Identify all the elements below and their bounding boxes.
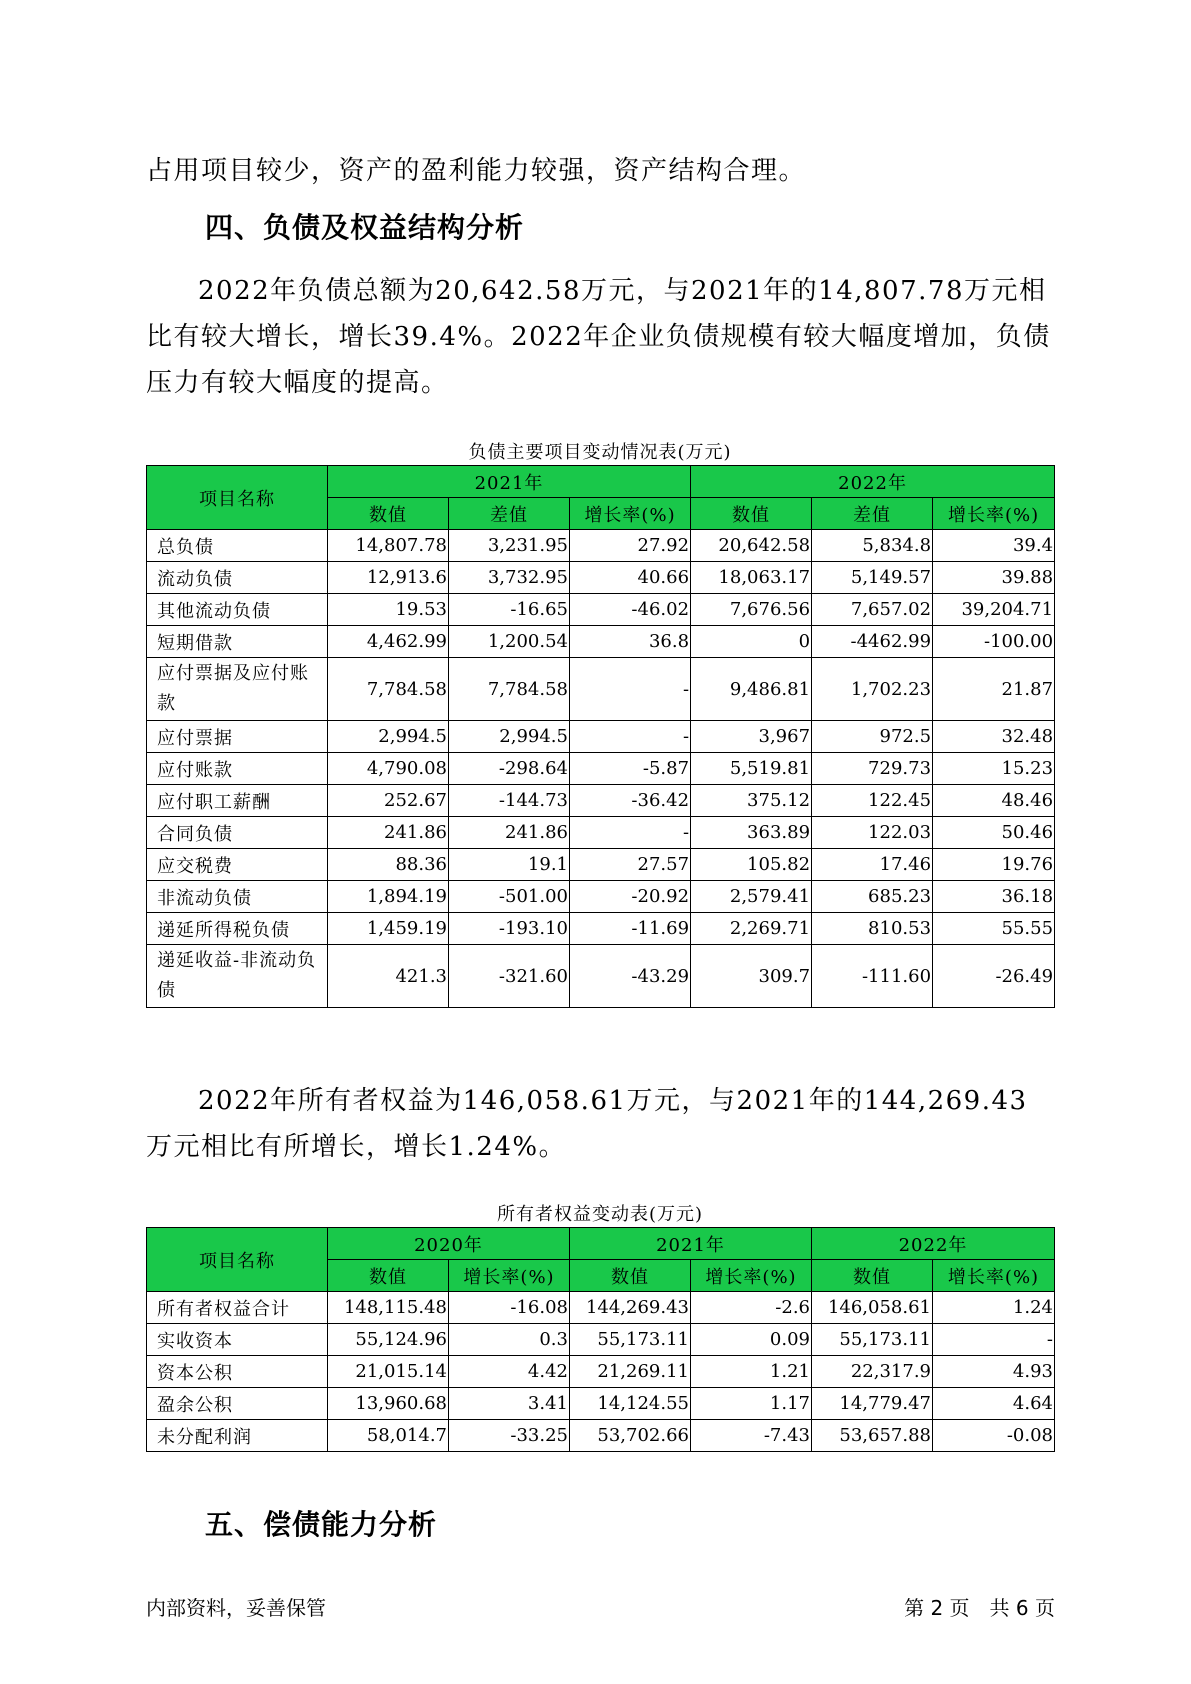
table-cell: 17.46 [812,849,933,881]
row-label: 递延所得税负债 [147,913,328,945]
table-cell: 22,317.9 [812,1356,933,1388]
table-cell: -11.69 [570,913,691,945]
table-row [147,562,1055,594]
table-row [147,945,1055,1008]
table-row [147,1356,1055,1388]
table-cell: 39.88 [933,562,1055,594]
table-cell: - [570,721,691,753]
row-label: 应付账款 [147,753,328,785]
table-cell: 14,779.47 [812,1388,933,1420]
table2-subheader: 增长率(%) [691,1260,812,1292]
table-cell: 27.57 [570,849,691,881]
table-cell: 3.41 [449,1388,570,1420]
table-row [147,594,1055,626]
table-cell: 58,014.7 [328,1420,449,1452]
row-label: 其他流动负债 [147,594,328,626]
section-heading-liabilities-equity: 四、负债及权益结构分析 [205,211,525,244]
row-label: 实收资本 [147,1324,328,1356]
table-row [147,626,1055,658]
table-cell: 0.09 [691,1324,812,1356]
table-cell: 21,269.11 [570,1356,691,1388]
table-cell: 50.46 [933,817,1055,849]
table-row [147,753,1055,785]
table-cell: 88.36 [328,849,449,881]
table-cell: 14,807.78 [328,530,449,562]
table1-subheader: 数值 [691,498,812,530]
table-cell: -43.29 [570,945,691,1008]
table1-body [147,530,1055,1008]
table1-subheader: 差值 [449,498,570,530]
table-cell: 105.82 [691,849,812,881]
table-cell: -16.08 [449,1292,570,1324]
table-cell: 4,462.99 [328,626,449,658]
table-cell: -2.6 [691,1292,812,1324]
table-cell: -16.65 [449,594,570,626]
table-cell: 1,200.54 [449,626,570,658]
table-cell: 241.86 [328,817,449,849]
footer-confidential-note: 内部资料，妥善保管 [146,1596,326,1620]
table2-year-header: 2020年 [328,1228,570,1260]
table2-subheader: 数值 [570,1260,691,1292]
table1-subheader: 差值 [812,498,933,530]
table2-subheader: 增长率(%) [933,1260,1055,1292]
table-cell: 13,960.68 [328,1388,449,1420]
table-cell: 4.93 [933,1356,1055,1388]
table-cell: 7,784.58 [449,658,570,721]
table-cell: 32.48 [933,721,1055,753]
table-cell: - [570,817,691,849]
table-cell: -33.25 [449,1420,570,1452]
table-cell: 148,115.48 [328,1292,449,1324]
table-cell: 18,063.17 [691,562,812,594]
table-cell: 1,894.19 [328,881,449,913]
table-cell: 53,657.88 [812,1420,933,1452]
row-label: 所有者权益合计 [147,1292,328,1324]
table-cell: 19.1 [449,849,570,881]
table-cell: 15.23 [933,753,1055,785]
table-cell: 3,967 [691,721,812,753]
equity-paragraph: 2022年所有者权益为146,058.61万元，与2021年的144,269.43万元相比有所增长，增长1.24%。 [146,1086,1028,1162]
table-cell: -298.64 [449,753,570,785]
table-cell: 252.67 [328,785,449,817]
table-cell: 39.4 [933,530,1055,562]
table-row [147,1388,1055,1420]
table-cell: 55,124.96 [328,1324,449,1356]
row-label: 应付票据 [147,721,328,753]
liabilities-table [146,465,1055,1008]
table-cell: 27.92 [570,530,691,562]
table1-subheader: 增长率(%) [933,498,1055,530]
table1-year-header: 2021年 [328,466,691,498]
row-label: 流动负债 [147,562,328,594]
table-cell: 1.24 [933,1292,1055,1324]
row-label: 短期借款 [147,626,328,658]
row-label: 应交税费 [147,849,328,881]
table2-year-header: 2021年 [570,1228,812,1260]
table-cell: -5.87 [570,753,691,785]
table-cell: 2,269.71 [691,913,812,945]
table-cell: 685.23 [812,881,933,913]
table-row [147,817,1055,849]
table-cell: -4462.99 [812,626,933,658]
row-label: 非流动负债 [147,881,328,913]
table-cell: 12,913.6 [328,562,449,594]
table-cell: 421.3 [328,945,449,1008]
equity-table [146,1227,1055,1452]
intro-paragraph: 占用项目较少，资产的盈利能力较强，资产结构合理。 [146,156,807,186]
table-cell: 19.53 [328,594,449,626]
row-label: 应付票据及应付账款 [147,658,328,721]
table2-name-header: 项目名称 [147,1228,328,1292]
table-row [147,658,1055,721]
table-cell: 729.73 [812,753,933,785]
table-cell: 53,702.66 [570,1420,691,1452]
table-cell: 0 [691,626,812,658]
table-cell: 2,994.5 [449,721,570,753]
table-cell: 2,579.41 [691,881,812,913]
table-cell: 5,149.57 [812,562,933,594]
table-cell: -20.92 [570,881,691,913]
table1-subheader: 数值 [328,498,449,530]
table-cell: - [570,658,691,721]
table-row [147,1324,1055,1356]
table-cell: 972.5 [812,721,933,753]
table-cell: 1,702.23 [812,658,933,721]
table-cell: 20,642.58 [691,530,812,562]
table-cell: 7,676.56 [691,594,812,626]
table-cell: 36.8 [570,626,691,658]
table-cell: 7,657.02 [812,594,933,626]
table-cell: 36.18 [933,881,1055,913]
table-row [147,849,1055,881]
table-row [147,721,1055,753]
table-cell: 7,784.58 [328,658,449,721]
table1-caption: 负债主要项目变动情况表(万元) [468,442,732,463]
table-cell: 1.17 [691,1388,812,1420]
table-cell: 5,519.81 [691,753,812,785]
table-cell: 4.42 [449,1356,570,1388]
table2-subheader: 数值 [812,1260,933,1292]
table2-subheader: 数值 [328,1260,449,1292]
table-cell: 144,269.43 [570,1292,691,1324]
table-cell: 19.76 [933,849,1055,881]
table-cell: 55,173.11 [812,1324,933,1356]
footer-page-number: 第 2 页 共 6 页 [904,1596,1055,1620]
table-cell: 4.64 [933,1388,1055,1420]
table2-subheader: 增长率(%) [449,1260,570,1292]
liabilities-paragraph: 2022年负债总额为20,642.58万元，与2021年的14,807.78万元相比有较大增长，增长39.4%。2022年企业负债规模有较大幅度增加，负债压力有较大幅度的提高。 [146,276,1051,398]
row-label: 资本公积 [147,1356,328,1388]
row-label: 总负债 [147,530,328,562]
table-cell: -7.43 [691,1420,812,1452]
table-cell: 40.66 [570,562,691,594]
table-cell: -193.10 [449,913,570,945]
table-cell: 21.87 [933,658,1055,721]
table-cell: -501.00 [449,881,570,913]
table-cell: 810.53 [812,913,933,945]
table-cell: 309.7 [691,945,812,1008]
table-cell: 48.46 [933,785,1055,817]
table1-name-header: 项目名称 [147,466,328,530]
table-cell: -0.08 [933,1420,1055,1452]
table-cell: 375.12 [691,785,812,817]
table-cell: 122.45 [812,785,933,817]
table-cell: 14,124.55 [570,1388,691,1420]
row-label: 盈余公积 [147,1388,328,1420]
table-row [147,1292,1055,1324]
table-row [147,785,1055,817]
table-cell: -100.00 [933,626,1055,658]
table-cell: 0.3 [449,1324,570,1356]
row-label: 合同负债 [147,817,328,849]
table2-year-header: 2022年 [812,1228,1055,1260]
table-cell: 55,173.11 [570,1324,691,1356]
table-cell: 1,459.19 [328,913,449,945]
table-cell: 5,834.8 [812,530,933,562]
table-cell: 39,204.71 [933,594,1055,626]
table-cell: -144.73 [449,785,570,817]
table-cell: 3,732.95 [449,562,570,594]
table-cell: -321.60 [449,945,570,1008]
table-cell: 146,058.61 [812,1292,933,1324]
table-row [147,881,1055,913]
table-cell: 3,231.95 [449,530,570,562]
table2-body [147,1292,1055,1452]
table-cell: 241.86 [449,817,570,849]
table-cell: 4,790.08 [328,753,449,785]
table-cell: 21,015.14 [328,1356,449,1388]
table-cell: -46.02 [570,594,691,626]
section-heading-solvency: 五、偿债能力分析 [205,1508,438,1541]
table-cell: 9,486.81 [691,658,812,721]
row-label: 未分配利润 [147,1420,328,1452]
table-cell: - [933,1324,1055,1356]
table-cell: 1.21 [691,1356,812,1388]
row-label: 应付职工薪酬 [147,785,328,817]
row-label: 递延收益-非流动负债 [147,945,328,1008]
table-row [147,530,1055,562]
table-cell: -36.42 [570,785,691,817]
table1-subheader: 增长率(%) [570,498,691,530]
table-cell: 55.55 [933,913,1055,945]
table2-caption: 所有者权益变动表(万元) [496,1204,704,1225]
table-cell: -26.49 [933,945,1055,1008]
table-cell: -111.60 [812,945,933,1008]
table-cell: 122.03 [812,817,933,849]
table1-year-header: 2022年 [691,466,1055,498]
table-cell: 363.89 [691,817,812,849]
table-cell: 2,994.5 [328,721,449,753]
table-row [147,1420,1055,1452]
table-row [147,913,1055,945]
